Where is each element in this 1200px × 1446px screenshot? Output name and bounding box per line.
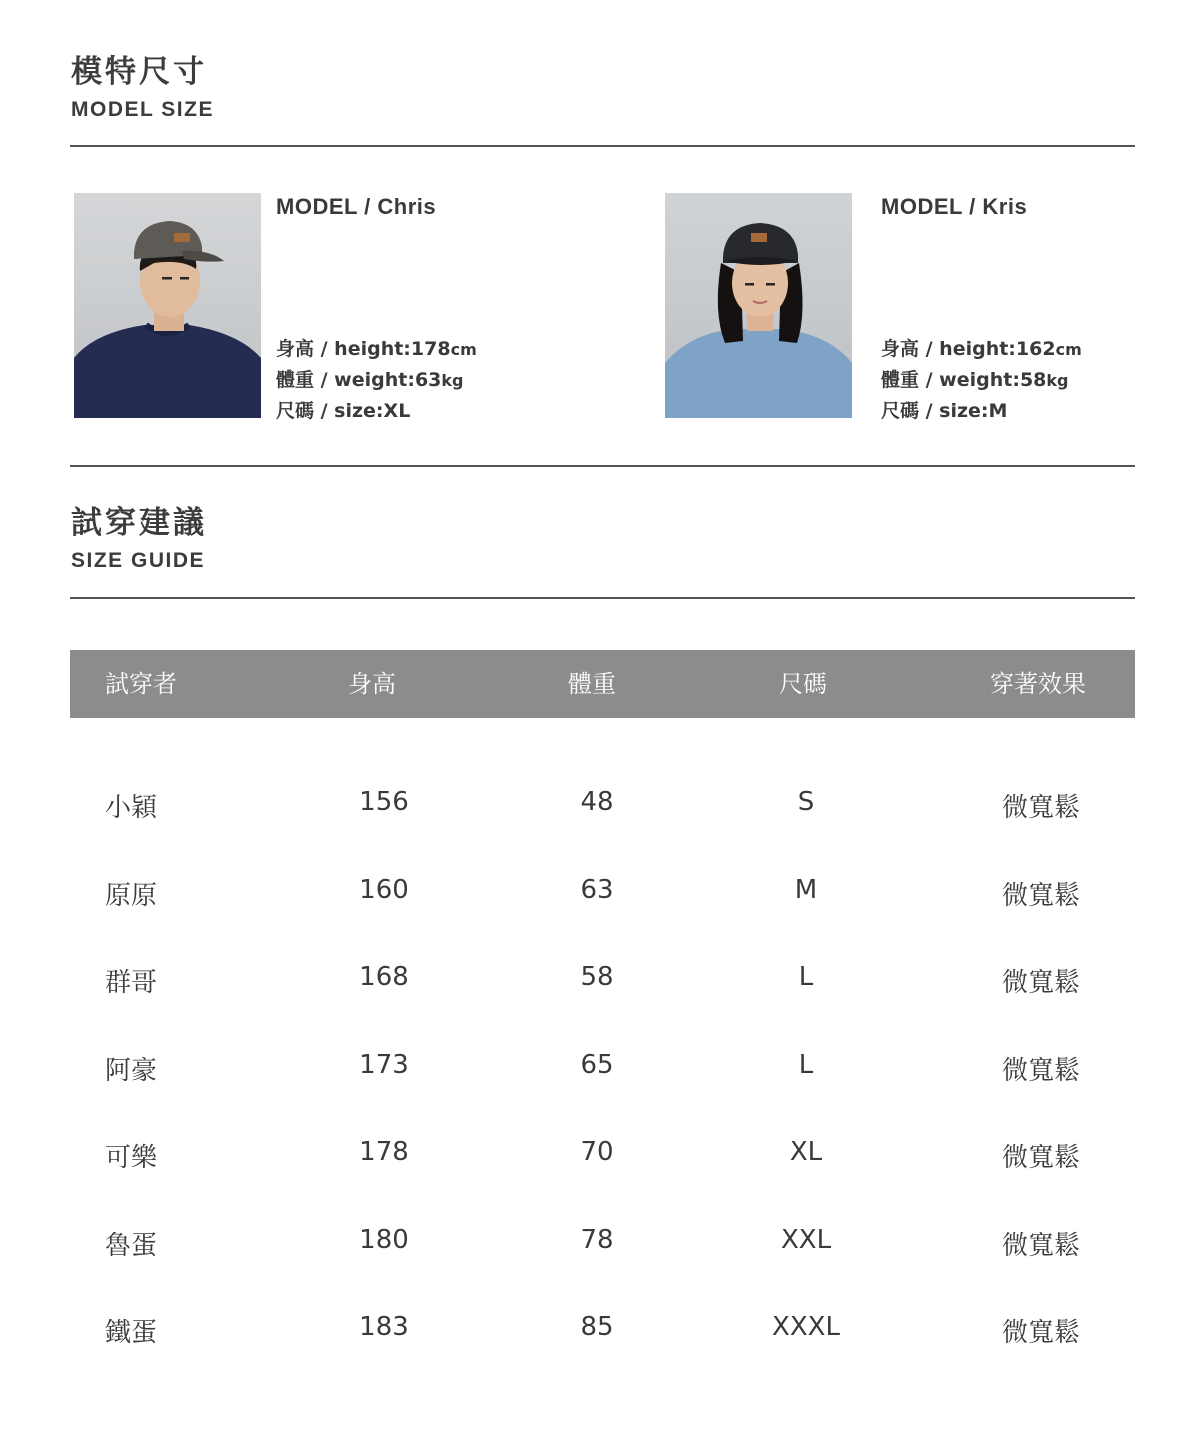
model-size-subtitle: MODEL SIZE — [71, 98, 214, 121]
model-weight-kris: 體重 / weight:58kg — [881, 369, 1069, 391]
cell-size: XXXL — [772, 1312, 840, 1342]
cell-fit: 微寬鬆 — [1001, 968, 1081, 998]
model-name-chris: MODEL / Chris — [276, 194, 437, 219]
cell-tester: 群哥 — [105, 968, 158, 998]
size-guide-subtitle: SIZE GUIDE — [71, 549, 206, 572]
cell-fit: 微寬鬆 — [1001, 881, 1081, 911]
model-height-kris: 身高 / height:162cm — [881, 338, 1082, 360]
cell-fit: 微寬鬆 — [1001, 1143, 1081, 1173]
model-height-chris: 身高 / height:178cm — [276, 338, 477, 360]
model-size-chris: 尺碼 / size:XL — [276, 400, 411, 422]
size-table-header — [70, 650, 1135, 718]
cell-tester: 阿豪 — [105, 1056, 158, 1086]
cell-tester: 鐵蛋 — [105, 1318, 158, 1348]
model-name-kris: MODEL / Kris — [881, 194, 1028, 219]
cell-size: L — [798, 962, 814, 992]
cell-tester: 原原 — [105, 881, 158, 911]
header-fit: 穿著效果 — [990, 670, 1086, 698]
header-weight: 體重 — [568, 670, 616, 698]
cell-fit: 微寬鬆 — [1001, 1318, 1081, 1348]
model-size-kris: 尺碼 / size:M — [881, 400, 1008, 422]
cell-height: 173 — [359, 1050, 409, 1080]
cell-fit: 微寬鬆 — [1001, 793, 1081, 823]
model-size-title: 模特尺寸 — [71, 54, 207, 90]
model-photo-kris — [665, 193, 852, 418]
model-weight-chris: 體重 / weight:63kg — [276, 369, 464, 391]
cell-tester: 可樂 — [105, 1143, 158, 1173]
header-tester: 試穿者 — [105, 670, 177, 698]
cell-tester: 小穎 — [105, 793, 158, 823]
cell-size: L — [798, 1050, 814, 1080]
cell-size: XXL — [780, 1225, 832, 1255]
size-guide-title: 試穿建議 — [71, 505, 207, 541]
cell-weight: 58 — [580, 962, 614, 992]
cell-size: XL — [789, 1137, 823, 1167]
header-size: 尺碼 — [779, 670, 827, 698]
cell-height: 178 — [359, 1137, 409, 1167]
cell-height: 180 — [359, 1225, 409, 1255]
cell-weight: 85 — [580, 1312, 614, 1342]
cell-height: 160 — [359, 875, 409, 905]
cell-size: M — [794, 875, 818, 905]
cell-height: 156 — [359, 787, 409, 817]
cell-height: 183 — [359, 1312, 409, 1342]
cell-fit: 微寬鬆 — [1001, 1231, 1081, 1261]
cell-size: S — [797, 787, 815, 817]
model-photo-chris — [74, 193, 261, 418]
cell-weight: 70 — [580, 1137, 614, 1167]
cell-weight: 78 — [580, 1225, 614, 1255]
divider — [70, 597, 1135, 599]
header-height: 身高 — [348, 670, 396, 698]
cell-weight: 65 — [580, 1050, 614, 1080]
divider — [70, 465, 1135, 467]
cell-weight: 48 — [580, 787, 614, 817]
cell-tester: 魯蛋 — [105, 1231, 158, 1261]
cell-height: 168 — [359, 962, 409, 992]
cell-fit: 微寬鬆 — [1001, 1056, 1081, 1086]
cell-weight: 63 — [580, 875, 614, 905]
divider — [70, 145, 1135, 147]
